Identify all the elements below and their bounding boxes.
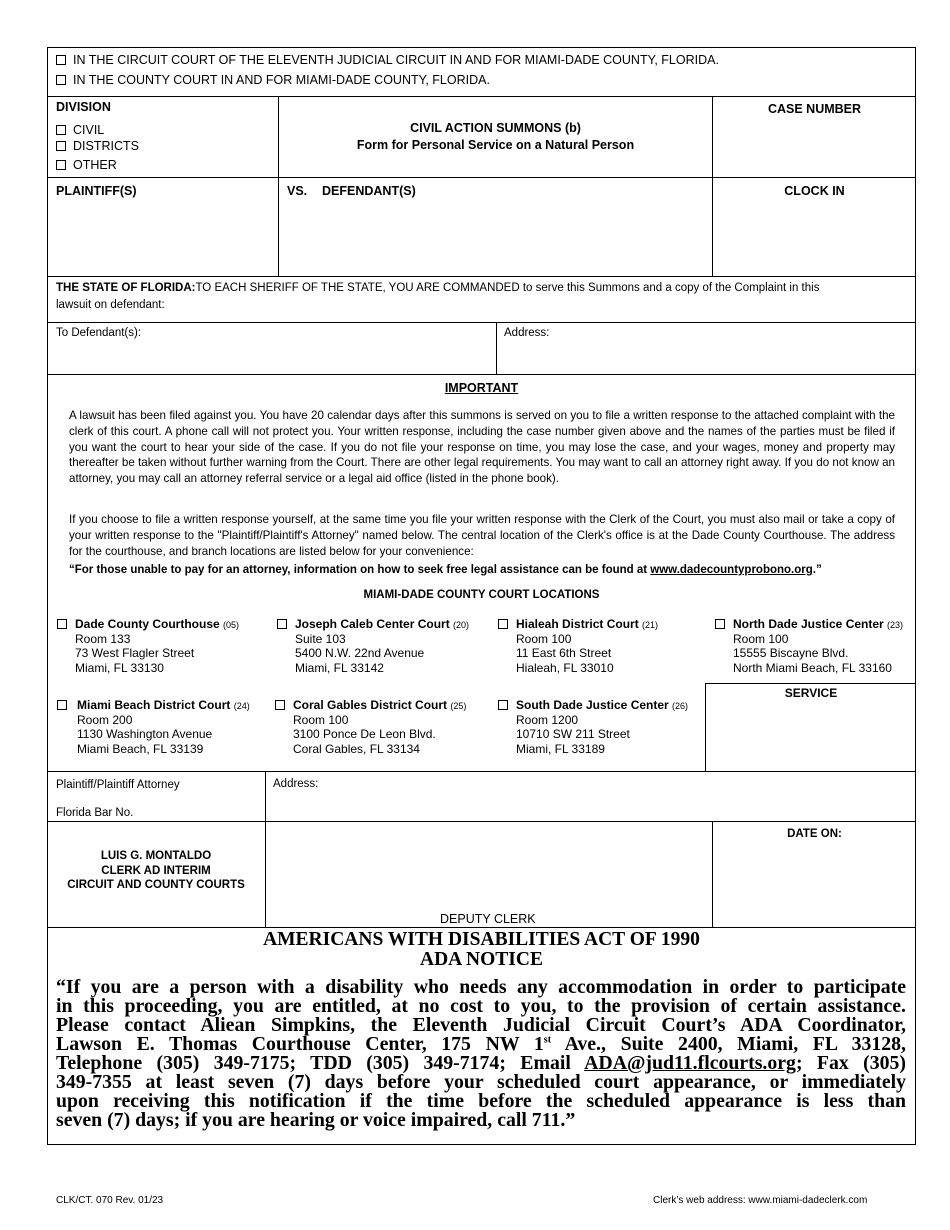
court-option-circuit[interactable] [56, 53, 719, 67]
ada-line: upon receiving this notification if the time before the scheduled appearance is less than [56, 1090, 906, 1112]
divider [706, 683, 916, 684]
plaintiffs-label: PLAINTIFF(S) [56, 184, 137, 198]
divider [47, 927, 916, 928]
divider [47, 276, 916, 277]
location-city: Miami, FL 33130 [75, 660, 164, 675]
date-on-label: DATE ON: [787, 828, 842, 840]
checkbox[interactable] [277, 619, 287, 629]
checkbox[interactable] [56, 125, 66, 135]
clerk-title: CLERK AD INTERIM [101, 865, 211, 877]
location-name: Coral Gables District Court [293, 698, 448, 712]
important-paragraph-1: A lawsuit has been filed against you. You have 20 calendar days after this summons is served on you to file a written response to the attached complaint with the clerk of this court. A phone call will not protect you. Your written response, including the case number given above and the names of the parties must be filed if you want the court to hear your side of the case. If you do not file your response on time, you may lose the case, and your wages, money and property may thereafter be taken without further warning from the Court. There are other legal requirements. You may want to call an attorney right away. If you do not know an attorney, you may call an attorney referral service or a legal aid office (listed in the phone book). [69, 409, 895, 486]
state-command-lead: THE STATE OF FLORIDA: [56, 282, 196, 294]
location-street: 3100 Ponce De Leon Blvd. [293, 727, 436, 742]
checkbox[interactable] [56, 55, 66, 65]
state-command-line1 [56, 281, 898, 295]
location-joseph-caleb-center[interactable] [277, 617, 469, 675]
divider [47, 374, 916, 375]
checkbox[interactable] [498, 619, 508, 629]
probono-end: .” [812, 564, 822, 576]
location-south-dade-justice-center[interactable] [498, 698, 688, 756]
division-option-other[interactable] [56, 158, 117, 172]
ada-line: seven (7) days; if you are hearing or voice impaired, call 711.” [56, 1109, 576, 1131]
location-city: North Miami Beach, FL 33160 [733, 660, 892, 675]
location-street: 73 West Flagler Street [75, 646, 195, 661]
divider [47, 821, 916, 822]
state-command-text: TO EACH SHERIFF OF THE STATE, YOU ARE COMMANDED to serve this Summons and a copy of the Complaint in this [195, 282, 820, 294]
attorney-address-label: Address: [273, 778, 319, 790]
location-street: 11 East 6th Street [516, 646, 612, 661]
location-hialeah-district-court[interactable] [498, 617, 658, 675]
florida-bar-label: Florida Bar No. [56, 807, 134, 819]
clock-in-label: CLOCK IN [784, 184, 845, 198]
ada-title: AMERICANS WITH DISABILITIES ACT OF 1990 [263, 929, 700, 950]
probono-text: “For those unable to pay for an attorney, information on how to seek free legal assistance can be found at [69, 564, 651, 576]
location-code: (05) [223, 620, 240, 630]
location-street: 5400 N.W. 22nd Avenue [295, 646, 425, 661]
location-room: Room 1200 [516, 713, 579, 728]
division-option-civil[interactable] [56, 123, 104, 137]
clerk-web-address: Clerk’s web address: www.miami-dadeclerk.com [653, 1195, 868, 1206]
location-name: Miami Beach District Court [77, 698, 231, 712]
location-coral-gables-district-court[interactable] [275, 698, 466, 756]
form-subtitle: Form for Personal Service on a Natural Person [356, 138, 635, 152]
location-city: Coral Gables, FL 33134 [293, 741, 420, 756]
ada-line-part: Ave., Suite 2400, Miami, FL 33128, [551, 1033, 906, 1055]
form-title: CIVIL ACTION SUMMONS (b) [410, 121, 581, 135]
divider [47, 96, 916, 97]
defendant-address-label: Address: [504, 327, 550, 339]
divider [496, 322, 497, 374]
clerk-name: LUIS G. MONTALDO [100, 850, 212, 862]
checkbox[interactable] [56, 160, 66, 170]
location-street: 15555 Biscayne Blvd. [733, 646, 849, 661]
location-code: (21) [642, 620, 659, 630]
divider [47, 177, 916, 178]
court-option-county[interactable] [56, 73, 490, 87]
plaintiff-attorney-label: Plaintiff/Plaintiff Attorney [56, 779, 180, 791]
divider [265, 771, 266, 927]
checkbox[interactable] [715, 619, 725, 629]
location-room: Room 133 [75, 632, 131, 647]
ada-line-part: Lawson E. Thomas Courthouse Center, 175 NW 1 [56, 1033, 544, 1055]
ada-subtitle: ADA NOTICE [420, 949, 543, 970]
checkbox[interactable] [56, 141, 66, 151]
location-name: North Dade Justice Center [733, 617, 884, 631]
ada-line: “If you are a person with a disability who needs any accommodation in order to participate [56, 976, 906, 998]
service-label: SERVICE [784, 686, 838, 700]
location-city: Hialeah, FL 33010 [516, 660, 614, 675]
ada-line: 349-7355 at least seven (7) days before your scheduled court appearance, or immediately [56, 1071, 906, 1093]
ada-notice-text [56, 978, 906, 1130]
checkbox[interactable] [57, 700, 67, 710]
checkbox[interactable] [56, 75, 66, 85]
probono-link[interactable]: www.dadecountyprobono.org [650, 564, 813, 576]
location-city: Miami, FL 33189 [516, 741, 605, 756]
state-command-line2: lawsuit on defendant: [56, 299, 165, 311]
location-street: 10710 SW 211 Street [516, 727, 630, 742]
deputy-clerk-label: DEPUTY CLERK [440, 912, 536, 926]
location-room: Room 100 [293, 713, 349, 728]
location-city: Miami Beach, FL 33139 [77, 741, 204, 756]
location-miami-beach-district-court[interactable] [57, 698, 250, 756]
location-code: (20) [453, 620, 470, 630]
court-county-label: IN THE COUNTY COURT IN AND FOR MIAMI-DADE COUNTY, FLORIDA. [73, 73, 490, 87]
division-other-label: OTHER [73, 158, 117, 172]
checkbox[interactable] [275, 700, 285, 710]
checkbox[interactable] [57, 619, 67, 629]
ada-line: in this proceeding, you are entitled, at no cost to you, to the provision of certain assistance. [56, 995, 906, 1017]
location-name: Joseph Caleb Center Court [295, 617, 450, 631]
ada-email-link[interactable]: ADA@jud11.flcourts.org [584, 1052, 796, 1074]
division-civil-label: CIVIL [73, 123, 105, 137]
locations-heading: MIAMI-DADE COUNTY COURT LOCATIONS [363, 589, 600, 601]
location-code: (24) [233, 701, 250, 711]
location-name: Dade County Courthouse [75, 617, 220, 631]
important-heading: IMPORTANT [444, 381, 519, 395]
location-room: Room 200 [77, 713, 133, 728]
important-paragraph-2: If you choose to file a written response yourself, at the same time you file your written response with the Clerk of the Court, you must also mail or take a copy of your written response to the "Plaintiff/Plaintiff's Attorney" named below. The central location of the Clerk's office is at the Dade County Courthouse. The address for the courthouse, and branch locations are listed below for your convenience: [69, 513, 895, 558]
court-circuit-label: IN THE CIRCUIT COURT OF THE ELEVENTH JUDICIAL CIRCUIT IN AND FOR MIAMI-DADE COUNTY, FLORIDA. [73, 53, 719, 67]
form-id: CLK/CT. 070 Rev. 01/23 [56, 1195, 164, 1206]
location-room: Room 100 [516, 632, 572, 647]
location-north-dade-justice-center[interactable] [715, 617, 903, 675]
division-option-districts[interactable] [56, 139, 139, 153]
defendants-label: DEFENDANT(S) [322, 184, 416, 198]
to-defendants-label: To Defendant(s): [56, 327, 142, 339]
division-districts-label: DISTRICTS [73, 139, 139, 153]
location-room: Suite 103 [295, 632, 346, 647]
probono-notice [69, 563, 822, 577]
division-label: DIVISION [56, 100, 111, 114]
clerk-courts: CIRCUIT AND COUNTY COURTS [67, 879, 245, 891]
location-code: (23) [887, 620, 904, 630]
divider [47, 322, 916, 323]
divider [47, 771, 916, 772]
location-room: Room 100 [733, 632, 789, 647]
location-code: (25) [450, 701, 467, 711]
checkbox[interactable] [498, 700, 508, 710]
ada-line-part: Telephone (305) 349-7175; TDD (305) 349-7174; Email [56, 1052, 585, 1074]
ada-ordinal: st [543, 1034, 552, 1046]
location-city: Miami, FL 33142 [295, 660, 384, 675]
ada-line: Please contact Aliean Simpkins, the Eleventh Judicial Circuit Court’s ADA Coordinator, [56, 1014, 906, 1036]
ada-line-part: ; Fax (305) [795, 1052, 906, 1074]
location-name: South Dade Justice Center [516, 698, 669, 712]
vs-label: VS. [287, 184, 308, 198]
location-street: 1130 Washington Avenue [77, 727, 213, 742]
location-code: (26) [672, 701, 689, 711]
case-number-label: CASE NUMBER [767, 102, 862, 116]
location-name: Hialeah District Court [516, 617, 639, 631]
location-dade-county-courthouse[interactable] [57, 617, 239, 675]
